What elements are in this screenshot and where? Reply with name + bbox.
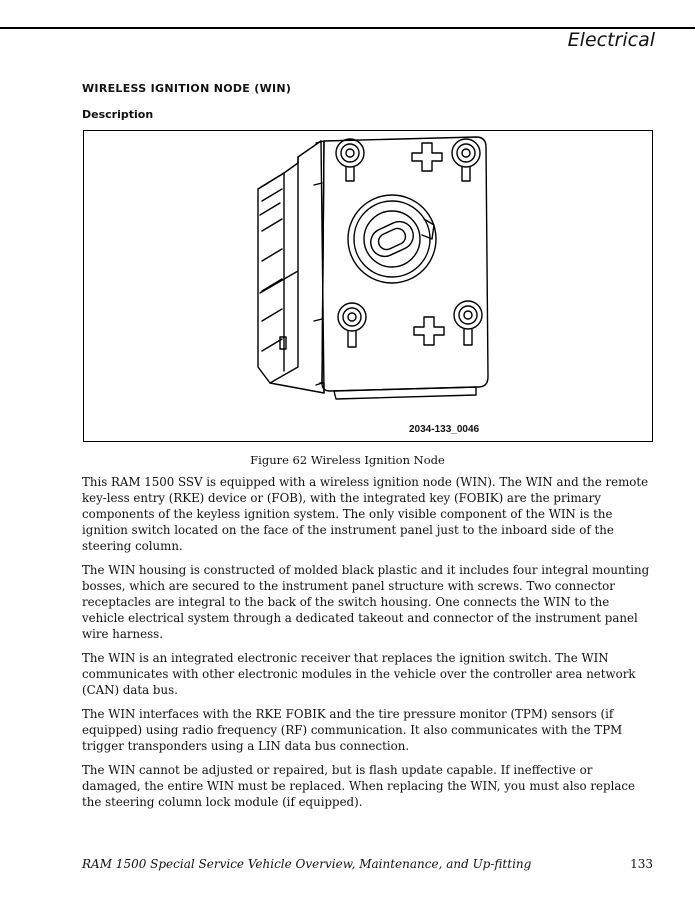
section-title: WIRELESS IGNITION NODE (WIN) <box>82 82 292 95</box>
subsection-title: Description <box>82 108 154 121</box>
figure-code: 2034-133_0046 <box>409 424 480 435</box>
body-text <box>82 474 654 818</box>
paragraph: The WIN is an integrated electronic receiver that replaces the ignition switch. The WIN communicates with other electronic modules in the vehicle over the controller area network (CAN) data bus. <box>82 651 636 697</box>
figure-frame <box>83 130 653 442</box>
paragraph: The WIN interfaces with the RKE FOBIK and the tire pressure monitor (TPM) sensors (if equipped) using radio frequency (RF) communication. It also communicates with the TPM trigger transponders using a LIN data bus connection. <box>82 707 623 753</box>
paragraph: This RAM 1500 SSV is equipped with a wireless ignition node (WIN). The WIN and the remote key-less entry (RKE) device or (FOB), with the integrated key (FOBIK) are the primary components of the keyless ignition system. The only visible component of the WIN is the ignition switch located on the face of the instrument panel just to the inboard side of the steering column. <box>82 475 649 553</box>
footer-title: RAM 1500 Special Service Vehicle Overview, Maintenance, and Up-fitting <box>82 857 532 871</box>
wireless-ignition-node-illustration <box>84 131 654 443</box>
figure-caption: Figure 62 Wireless Ignition Node <box>250 453 445 467</box>
paragraph: The WIN housing is constructed of molded black plastic and it includes four integral mounting bosses, which are secured to the instrument panel structure with screws. Two connector receptacles are integral to the back of the switch housing. One connects the WIN to the vehicle electrical system through a dedicated takeout and connector of the instrument panel wire harness. <box>82 563 650 641</box>
page-header-title: Electrical <box>567 29 655 51</box>
page-number: 133 <box>630 857 653 871</box>
paragraph: The WIN cannot be adjusted or repaired, but is flash update capable. If ineffective or damaged, the entire WIN must be replaced. When replacing the WIN, you must also replace the steering column lock module (if equipped). <box>82 763 635 809</box>
